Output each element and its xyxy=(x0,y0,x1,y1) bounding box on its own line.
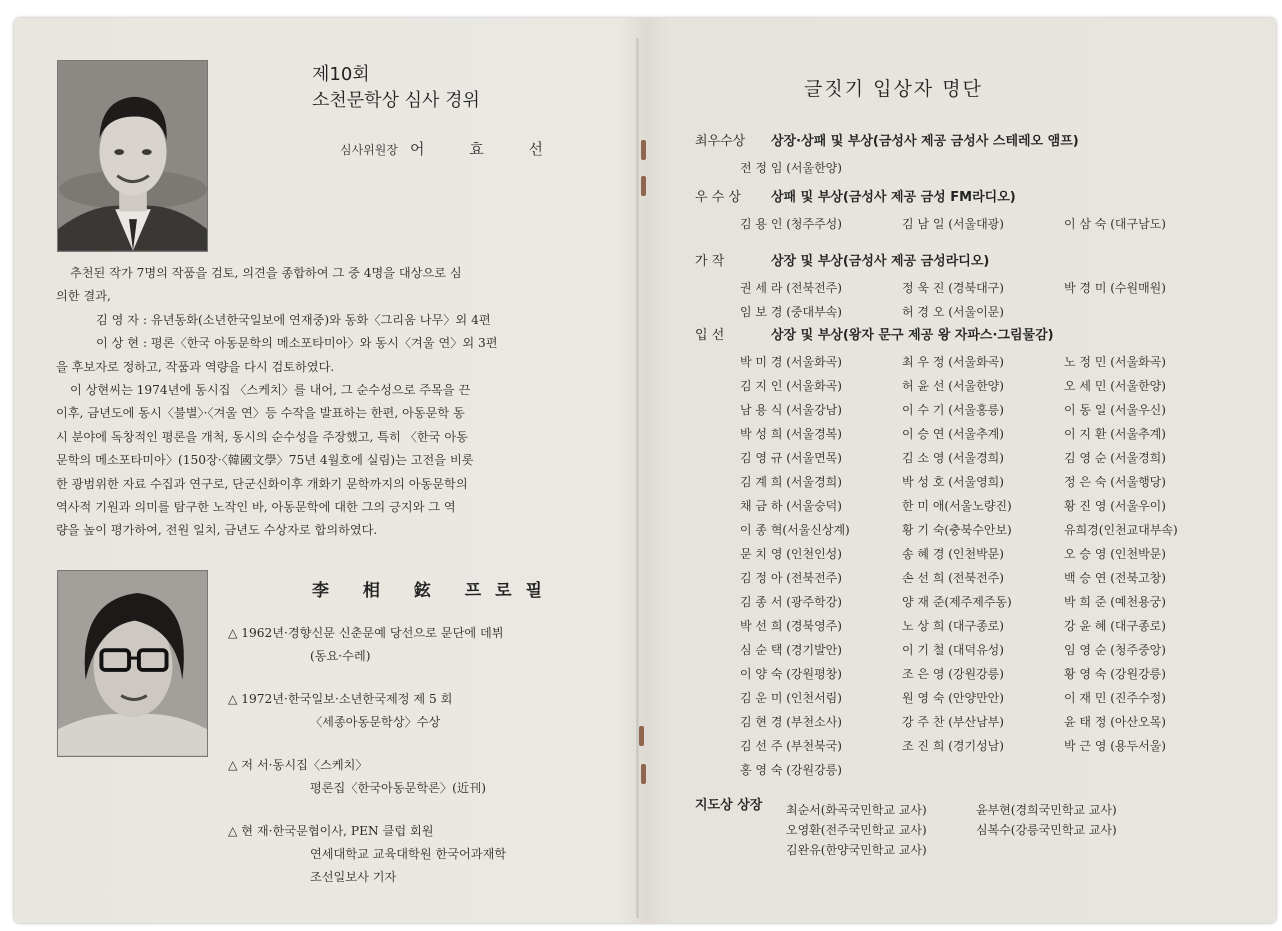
names-selected xyxy=(740,350,1226,782)
category-label: 우 수 상 xyxy=(695,190,741,205)
profile-heading: 李 相 鉉 프로필 xyxy=(312,581,557,601)
winner-name: 원 영 숙 (안양만안) xyxy=(902,691,1004,705)
winner-name: 양 재 준(제주제주동) xyxy=(902,595,1012,609)
advisor-name: 김완유(한양국민학교 교사) xyxy=(786,843,927,857)
profile-item xyxy=(228,754,506,800)
report-line: 을 후보자로 정하고, 작품과 역량을 다시 검토하였다. xyxy=(56,359,335,374)
winner-name: 백 승 연 (전북고창) xyxy=(1064,571,1166,585)
staple xyxy=(639,726,644,746)
name-row xyxy=(740,542,1226,566)
report-line: 이 상현씨는 1974년에 동시집 〈스케치〉를 내어, 그 순수성으로 주목을 끈 xyxy=(70,383,471,398)
winner-name: 김 지 인 (서울화곡) xyxy=(740,379,842,393)
advisor-name: 심복수(강릉국민학교 교사) xyxy=(976,823,1117,837)
winner-name: 이 승 연 (서울추계) xyxy=(902,427,1004,441)
category-prize: 상장·상패 및 부상(금성사 제공 금성사 스테레오 앰프) xyxy=(771,134,1079,149)
category-honorable xyxy=(695,250,989,269)
winner-name: 박 선 희 (경북영주) xyxy=(740,619,842,633)
report-line: 한 광범위한 자료 수집과 연구로, 단군신화이후 개화기 문학까지의 아동문학의 xyxy=(56,476,468,491)
winner-name: 채 금 하 (서울숭덕) xyxy=(740,499,842,513)
category-label: 가 작 xyxy=(695,254,725,269)
category-prize: 상패 및 부상(금성사 제공 금성 FM라디오) xyxy=(771,190,1016,205)
profile-item-sub: 〈세종아동문학상〉수상 xyxy=(310,715,441,729)
profile-item-sub: 조선일보사 기자 xyxy=(310,870,397,884)
winner-name: 조 은 영 (강원강릉) xyxy=(902,667,1004,681)
category-prize: 상장 및 부상(왕자 문구 제공 왕 자파스·그림물감) xyxy=(771,328,1054,343)
name-row xyxy=(740,276,1226,300)
winner-name: 이 기 철 (대덕유성) xyxy=(902,643,1004,657)
profile-list xyxy=(228,622,506,909)
winner-name: 이 재 민 (진주수정) xyxy=(1064,691,1166,705)
profile-item-main: △ 1972년·한국일보·소년한국제정 제 5 회 xyxy=(228,692,453,706)
names-grand-prize xyxy=(740,156,902,180)
names-excellence xyxy=(740,212,1226,236)
winner-name: 권 세 라 (전북전주) xyxy=(740,281,842,295)
name-row xyxy=(740,686,1226,710)
name-row xyxy=(740,300,1226,324)
names-honorable xyxy=(740,276,1226,324)
name-row xyxy=(740,638,1226,662)
page-fold xyxy=(636,38,639,918)
category-prize: 상장 및 부상(금성사 제공 금성라디오) xyxy=(771,254,990,269)
winner-name: 최 우 정 (서울화곡) xyxy=(902,355,1004,369)
winner-name: 이 수 기 (서울홍릉) xyxy=(902,403,1004,417)
review-report xyxy=(56,262,611,543)
name-row xyxy=(740,422,1226,446)
advisor-row xyxy=(786,800,1166,820)
name-row xyxy=(740,758,1226,782)
winner-name: 조 진 희 (경기성남) xyxy=(902,739,1004,753)
winner-name: 김 계 희 (서울경희) xyxy=(740,475,842,489)
winner-name: 김 현 경 (부천소사) xyxy=(740,715,842,729)
profile-item-main: △ 현 재·한국문협이사, PEN 클럽 회원 xyxy=(228,824,434,838)
profile-item-sub: 연세대학교 교육대학원 한국어과재학 xyxy=(310,847,507,861)
profile-item-sub: 평론집〈한국아동문학론〉(近刊) xyxy=(310,781,486,795)
winner-name: 김 용 인 (청주주성) xyxy=(740,217,842,231)
winner-name: 임 영 순 (청주중앙) xyxy=(1064,643,1166,657)
name-row xyxy=(740,446,1226,470)
winner-name: 한 미 애(서울노량진) xyxy=(902,499,1012,513)
winner-name: 유희경(인천교대부속) xyxy=(1064,523,1178,537)
report-line: 시 분야에 독창적인 평론을 개척, 동시의 순수성을 주장했고, 특히 〈한국 아동 xyxy=(56,429,468,444)
winner-name: 오 세 민 (서울한양) xyxy=(1064,379,1166,393)
advisor-name: 오영환(전주국민학교 교사) xyxy=(786,823,927,837)
name-row xyxy=(740,518,1226,542)
category-advisor xyxy=(695,794,771,813)
advisor-list xyxy=(786,800,1166,860)
winner-name: 김 운 미 (인천서림) xyxy=(740,691,842,705)
advisor-name: 윤부현(경희국민학교 교사) xyxy=(976,803,1117,817)
winner-name: 정 은 숙 (서울행당) xyxy=(1064,475,1166,489)
winner-name: 임 보 경 (중대부속) xyxy=(740,305,842,319)
judge-credit xyxy=(340,138,563,159)
winner-name: 허 윤 선 (서울한양) xyxy=(902,379,1004,393)
title-line-2: 소천문학상 심사 경위 xyxy=(312,90,480,111)
judge-role: 심사위원장 xyxy=(340,143,398,157)
winner-name: 김 정 아 (전북전주) xyxy=(740,571,842,585)
winner-name: 박 경 미 (수원매원) xyxy=(1064,281,1166,295)
report-line: 량을 높이 평가하여, 전원 일치, 금년도 수상자로 합의하였다. xyxy=(56,523,378,538)
winner-name: 오 승 영 (인천박문) xyxy=(1064,547,1166,561)
profile-item xyxy=(228,820,506,889)
award-review-title xyxy=(312,62,480,114)
report-line: 김 영 자 : 유년동화(소년한국일보에 연재중)와 동화〈그리움 나무〉외 4편 xyxy=(96,312,491,327)
advisor-row xyxy=(786,840,1166,860)
report-line: 추천된 작가 7명의 작품을 검토, 의견을 종합하여 그 중 4명을 대상으로 심 xyxy=(70,266,462,280)
name-row xyxy=(740,710,1226,734)
name-row xyxy=(740,566,1226,590)
category-label: 최우수상 xyxy=(695,134,746,149)
profile-item-sub: (동요·수레) xyxy=(310,649,371,663)
advisor-name: 최순서(화곡국민학교 교사) xyxy=(786,803,927,817)
profile-item-main: △ 저 서·동시집〈스케치〉 xyxy=(228,758,368,772)
winner-name: 노 정 민 (서울화곡) xyxy=(1064,355,1166,369)
winner-name: 박 희 준 (예천용궁) xyxy=(1064,595,1166,609)
winner-name: 허 경 오 (서울이문) xyxy=(902,305,1004,319)
winner-name: 정 욱 진 (경북대구) xyxy=(902,281,1004,295)
winner-name: 김 소 영 (서울경희) xyxy=(902,451,1004,465)
advisor-label: 지도상 상장 xyxy=(695,798,763,813)
profile-item-main: △ 1962년·경향신문 신춘문예 당선으로 문단에 데뷔 xyxy=(228,626,504,640)
winner-name: 이 동 일 (서울우신) xyxy=(1064,403,1166,417)
staple xyxy=(641,140,646,160)
winner-name: 박 근 영 (용두서울) xyxy=(1064,739,1166,753)
name-row xyxy=(740,614,1226,638)
report-line: 역사적 기원과 의미를 탐구한 노작인 바, 아동문학에 대한 그의 긍지와 그 역 xyxy=(56,500,456,515)
winner-name: 박 미 경 (서울화곡) xyxy=(740,355,842,369)
winner-name: 김 선 주 (부천북국) xyxy=(740,739,842,753)
winner-name: 이 삼 숙 (대구남도) xyxy=(1064,217,1166,231)
winner-name: 김 영 순 (서울경희) xyxy=(1064,451,1166,465)
winner-name: 이 종 혁(서울신상계) xyxy=(740,523,850,537)
name-row xyxy=(740,734,1226,758)
winner-name: 박 성 호 (서울영희) xyxy=(902,475,1004,489)
advisor-row xyxy=(786,820,1166,840)
winner-name: 황 진 영 (서울우이) xyxy=(1064,499,1166,513)
winner-name: 홍 영 숙 (강원강릉) xyxy=(740,763,842,777)
winner-name: 황 영 숙 (강원강릉) xyxy=(1064,667,1166,681)
winner-name: 이 양 숙 (강원평창) xyxy=(740,667,842,681)
winner-name: 김 남 일 (서울대광) xyxy=(902,217,1004,231)
category-grand-prize xyxy=(695,130,1079,149)
category-label: 입 선 xyxy=(695,328,725,343)
profile-item xyxy=(228,688,506,734)
winner-name: 이 지 환 (서울추계) xyxy=(1064,427,1166,441)
staple xyxy=(641,176,646,196)
name-row xyxy=(740,494,1226,518)
name-row xyxy=(740,212,1226,236)
winner-name: 윤 태 정 (아산오목) xyxy=(1064,715,1166,729)
portrait-man-glasses xyxy=(58,571,207,756)
name-row xyxy=(740,156,902,180)
winner-name: 송 혜 경 (인천박문) xyxy=(902,547,1004,561)
profile-item xyxy=(228,622,506,668)
judge-name: 어 효 선 xyxy=(409,140,563,158)
report-line: 이후, 금년도에 동시〈불별〉·〈겨울 연〉등 수작을 발표하는 한편, 아동문학 동 xyxy=(56,406,465,421)
name-row xyxy=(740,590,1226,614)
winner-name: 남 용 식 (서울강남) xyxy=(740,403,842,417)
name-row xyxy=(740,470,1226,494)
winner-name: 강 윤 혜 (대구종로) xyxy=(1064,619,1166,633)
report-line: 의한 결과, xyxy=(56,289,111,304)
winner-name: 노 상 희 (대구종로) xyxy=(902,619,1004,633)
winner-portrait-photo xyxy=(57,570,208,757)
staple xyxy=(641,764,646,784)
portrait-man-suit xyxy=(58,61,207,251)
category-excellence xyxy=(695,186,1016,205)
winner-name: 문 치 영 (인천인성) xyxy=(740,547,842,561)
winner-name: 김 영 규 (서울면목) xyxy=(740,451,842,465)
category-selected xyxy=(695,324,1054,343)
report-line: 문학의 메소포타미아〉(150장·〈韓國文學〉75년 4월호에 실림)는 고전을 비롯 xyxy=(56,453,474,468)
winners-list-title: 글짓기 입상자 명단 xyxy=(804,78,983,100)
winner-name: 박 성 희 (서울경복) xyxy=(740,427,842,441)
winner-name: 황 기 숙(충북수안보) xyxy=(902,523,1012,537)
winner-name: 김 종 서 (광주학강) xyxy=(740,595,842,609)
winner-name: 손 선 희 (전북전주) xyxy=(902,571,1004,585)
title-line-1: 제10회 xyxy=(312,64,370,85)
winner-name: 심 순 택 (경기발안) xyxy=(740,643,842,657)
name-row xyxy=(740,662,1226,686)
name-row xyxy=(740,398,1226,422)
name-row xyxy=(740,374,1226,398)
name-row xyxy=(740,350,1226,374)
winner-name: 전 정 임 (서울한양) xyxy=(740,161,842,175)
winner-name: 강 주 찬 (부산남부) xyxy=(902,715,1004,729)
judge-portrait-photo xyxy=(57,60,208,252)
report-line: 이 상 현 : 평론〈한국 아동문학의 메소포타미아〉와 동시〈겨울 연〉외 3편 xyxy=(96,336,498,351)
